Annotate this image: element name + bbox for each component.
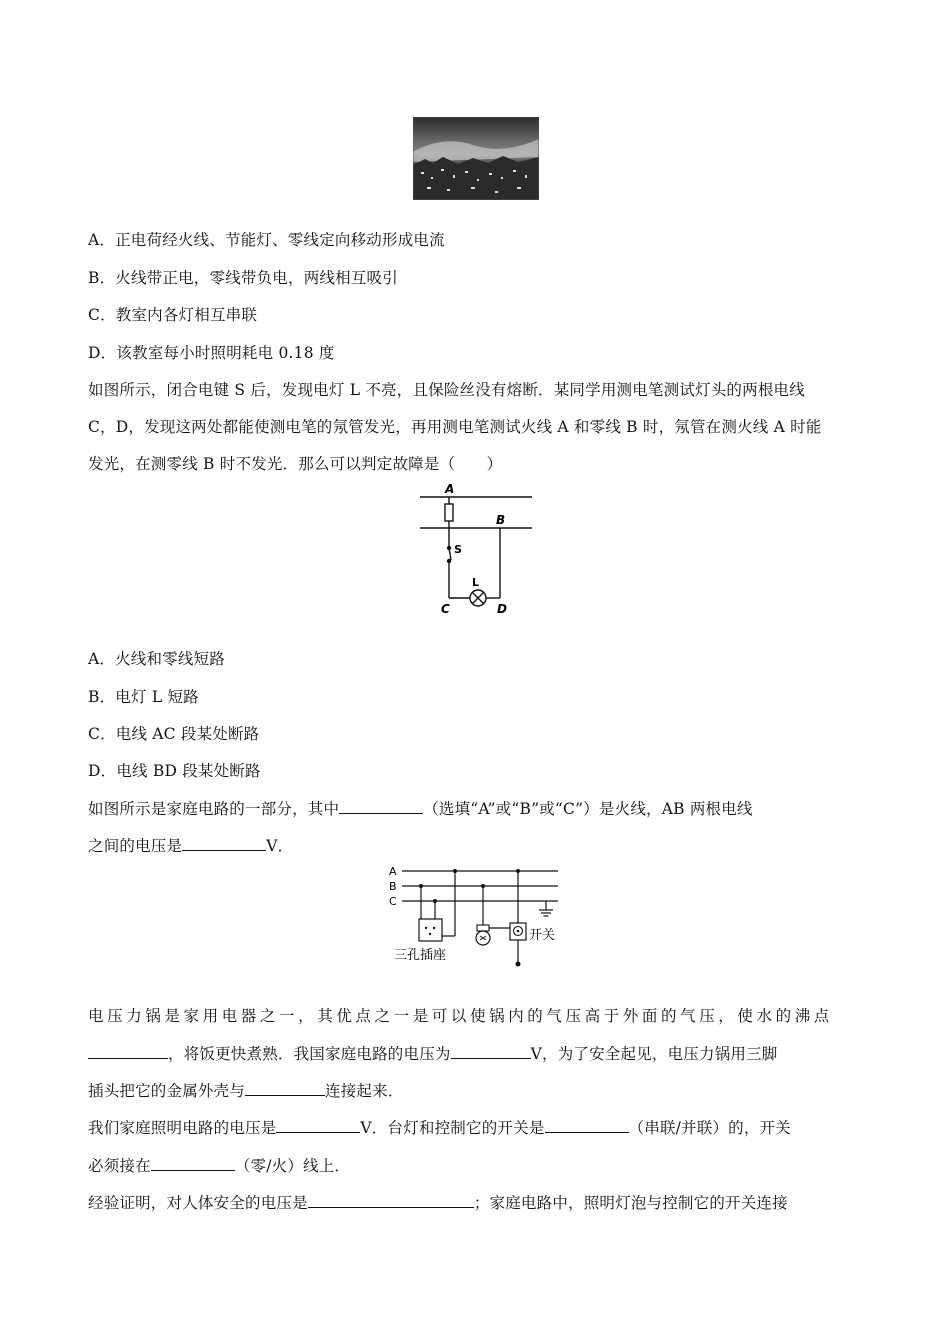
q2-option-c: C．电线 AC 段某处断路 xyxy=(88,725,260,743)
q2-option-d: D．电线 BD 段某处断路 xyxy=(88,762,261,780)
city-night-photo xyxy=(413,117,539,200)
q5-text-1a: 我们家庭照明电路的电压是 xyxy=(88,1119,277,1137)
label-c: C xyxy=(441,602,450,616)
line-label-c: C xyxy=(389,895,397,908)
label-d: D xyxy=(497,602,507,616)
q4-line3 xyxy=(88,1079,404,1101)
q3-text-2b: V． xyxy=(266,837,294,855)
q1-option-d: D．该教室每小时照明耗电 0.18 度 xyxy=(88,344,335,362)
line-label-b: B xyxy=(389,880,397,893)
q2-option-b: B．电灯 L 短路 xyxy=(88,688,199,706)
socket-label: 三孔插座 xyxy=(394,948,447,963)
q4-line1: 电压力锅是家用电器之一，其优点之一是可以使锅内的气压高于外面的气压，使水的沸点 xyxy=(88,1007,833,1025)
q4-text-2b: ，将饭更快煮熟．我国家庭电路的电压为 xyxy=(168,1045,451,1063)
label-a: A xyxy=(445,482,455,496)
q3-text-1a: 如图所示是家庭电路的一部分，其中 xyxy=(88,800,340,818)
q4-blank-2[interactable] xyxy=(451,1044,531,1059)
q2-stem-line3: 发光，在测零线 B 时不发光．那么可以判定故障是（ ） xyxy=(88,455,503,473)
q2-option-a: A．火线和零线短路 xyxy=(88,650,225,668)
q5-text-1b: V．台灯和控制它的开关是 xyxy=(360,1119,545,1137)
q4-text-3a: 插头把它的金属外壳与 xyxy=(88,1082,246,1100)
q4-text-3b: 连接起来． xyxy=(325,1082,404,1100)
q3-blank-1[interactable] xyxy=(339,799,423,814)
line-label-a: A xyxy=(389,865,397,878)
q4-line2 xyxy=(88,1042,778,1064)
q3-text-2a: 之间的电压是 xyxy=(88,837,183,855)
q5-text-2b: （零/火）线上． xyxy=(234,1157,351,1175)
q5-blank-1[interactable] xyxy=(276,1118,360,1133)
q6-text-1b: ；家庭电路中，照明灯泡与控制它的开关连接 xyxy=(473,1194,788,1212)
q5-line1 xyxy=(88,1116,791,1138)
q5-line2 xyxy=(88,1154,350,1176)
q5-blank-3[interactable] xyxy=(151,1156,235,1171)
q1-option-a: A．正电荷经火线、节能灯、零线定向移动形成电流 xyxy=(88,231,445,249)
q4-text-2c: V，为了安全起见，电压力锅用三脚 xyxy=(530,1045,778,1063)
switch-label: 开关 xyxy=(529,928,556,943)
q5-text-2a: 必须接在 xyxy=(88,1157,151,1175)
q2-circuit-diagram xyxy=(412,482,537,617)
q6-line1 xyxy=(88,1191,788,1213)
q1-option-b: B．火线带正电，零线带负电，两线相互吸引 xyxy=(88,269,398,287)
label-b: B xyxy=(496,513,506,527)
q3-line1 xyxy=(88,797,753,819)
q2-stem-line2: C，D，发现这两处都能使测电笔的氖管发光，再用测电笔测试火线 A 和零线 B 时，氖管在测火线 A 时能 xyxy=(88,418,822,436)
q5-blank-2[interactable] xyxy=(545,1118,629,1133)
q1-option-c: C．教室内各灯相互串联 xyxy=(88,306,258,324)
q6-text-1a: 经验证明，对人体安全的电压是 xyxy=(88,1194,308,1212)
label-s: S xyxy=(454,543,462,556)
q5-text-1c: （串联/并联）的，开关 xyxy=(628,1119,791,1137)
q3-household-circuit xyxy=(386,862,566,970)
q4-blank-1[interactable] xyxy=(88,1044,168,1059)
q2-stem-line1: 如图所示，闭合电键 S 后，发现电灯 L 不亮，且保险丝没有熔断．某同学用测电笔测试灯头的两根电线 xyxy=(88,381,805,399)
q4-blank-3[interactable] xyxy=(245,1081,325,1096)
q3-text-1b: （选填“A”或“B”或“C”）是火线，AB 两根电线 xyxy=(423,800,753,818)
q3-blank-2[interactable] xyxy=(182,836,266,851)
q6-blank-1[interactable] xyxy=(308,1193,474,1208)
q3-line2 xyxy=(88,834,293,856)
label-l: L xyxy=(472,576,480,589)
